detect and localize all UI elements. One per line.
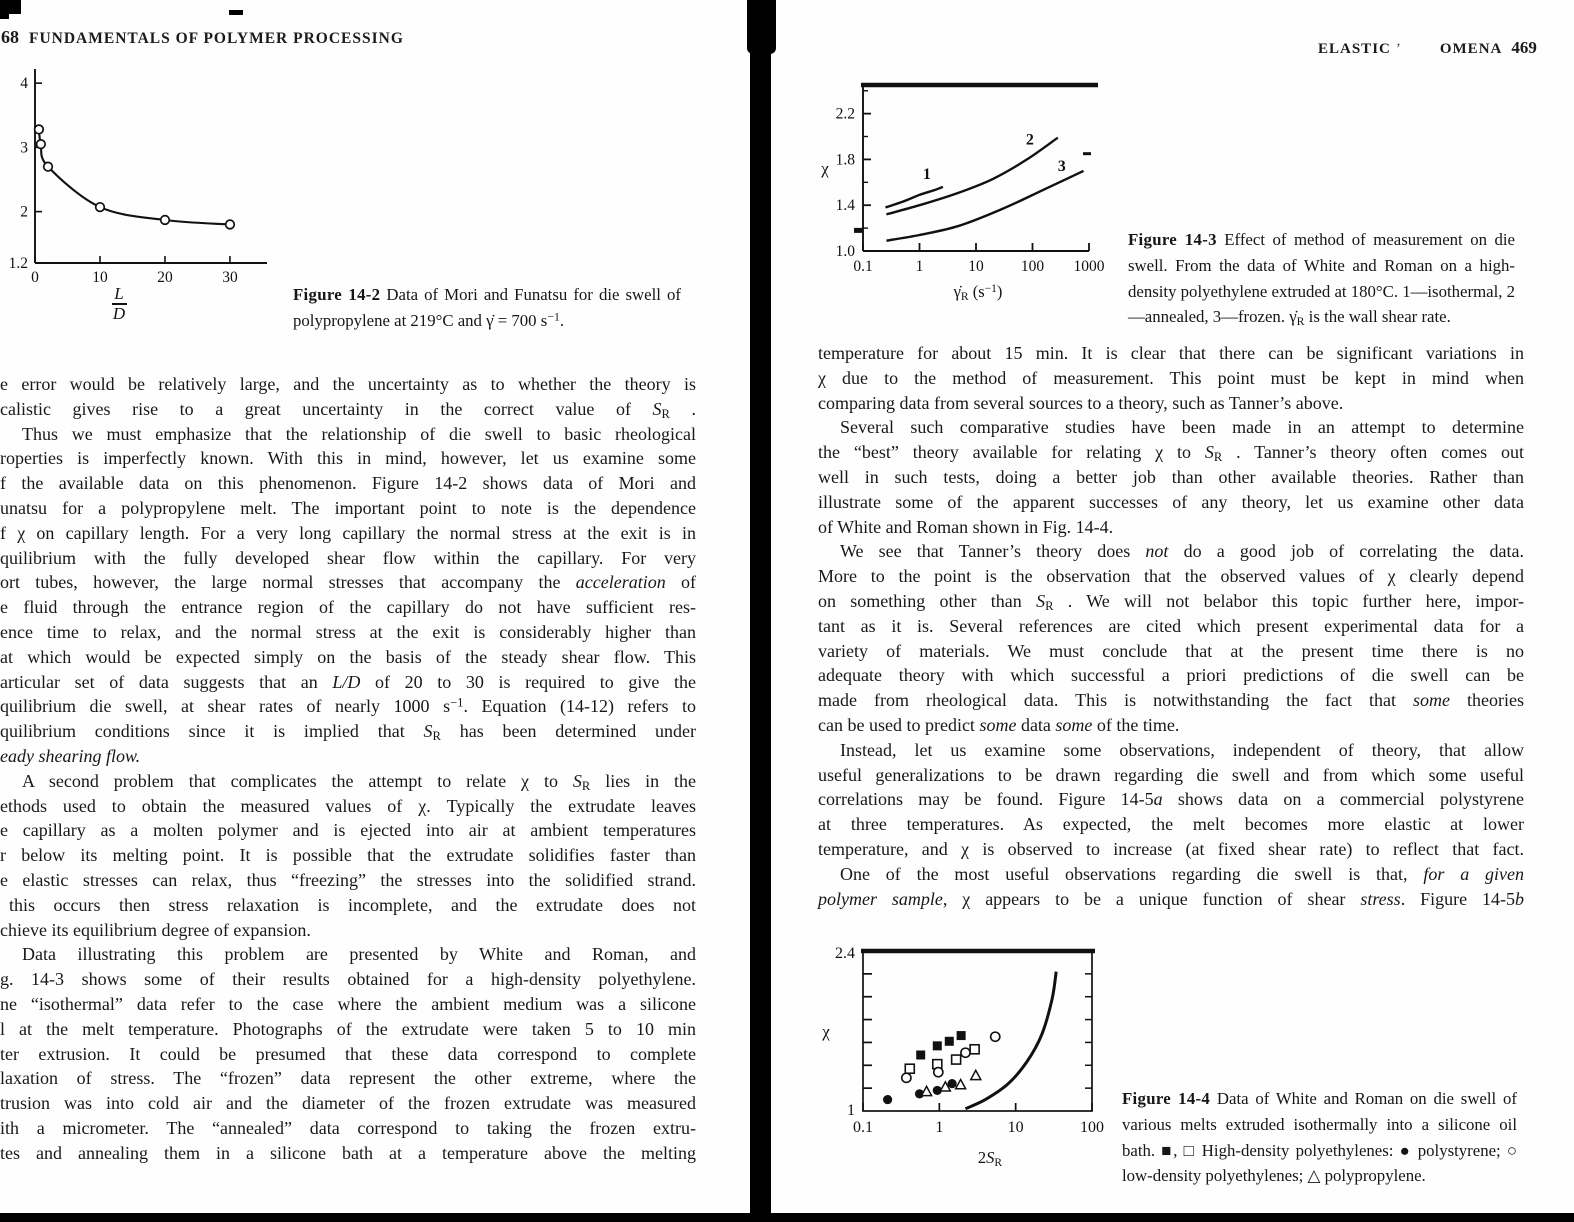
text-line: at three temperatures. As expected, the melt becomes more elastic at lower: [818, 814, 1524, 835]
svg-text:0: 0: [31, 269, 39, 286]
svg-text:1.8: 1.8: [835, 151, 855, 169]
scan-artifact-bottom-bar: [0, 1213, 1574, 1222]
svg-text:1: 1: [935, 1119, 944, 1136]
text-line: ith a micrometer. The “annealed” data correspond to taking the frozen extru-: [0, 1117, 696, 1138]
figure-14-4-xlabel: $2S_R$: [977, 1148, 1003, 1169]
text-line: of White and Roman shown in Fig. 14-4.: [818, 516, 1114, 537]
scan-artifact-gutter-bar: [750, 0, 771, 1222]
svg-text:1.0: 1.0: [835, 243, 855, 260]
text-line: can be used to predict some data some of the time.: [818, 714, 1180, 735]
svg-text:χ: χ: [821, 159, 829, 178]
fraction-denominator: D: [112, 304, 126, 323]
figure-14-3-caption: Figure 14-3 Effect of method of measurement on die swell. From the data of White and Roman on a high-density polyethylene extruded at 180°C. 1—isothermal, 2—annealed, 3—frozen. $\gammȧ_R$ is the wall shear rate.: [1128, 230, 1516, 329]
text-line: l at the melt temperature. Photographs of the extrudate were taken 5 to 10 min: [0, 1018, 696, 1039]
text-line: this occurs then stress relaxation is incomplete, and the extrudate does not: [9, 894, 696, 915]
text-line: polymer sample, χ appears to be a unique function of shear stress. Figure 14-5b: [818, 888, 1524, 909]
fraction-numerator: L: [114, 284, 124, 303]
text-line: e elastic stresses can relax, thus “freezing” the stresses into the solidified strand.: [0, 869, 696, 890]
svg-text:2.4: 2.4: [835, 945, 855, 962]
text-line: trusion was into cold air and the diameter of the frozen extrudate was measured: [0, 1093, 696, 1114]
text-line: comparing data from several sources to a theory, such as Tanner’s above.: [818, 392, 1344, 413]
text-line: on something other than $S_R$ . We will not belabor this topic further here, impor-: [818, 590, 1524, 614]
svg-text:10: 10: [92, 269, 108, 286]
text-line: well in such tests, doing a better job than other available theories. Rather than: [818, 466, 1524, 487]
text-line: useful generalizations to be drawn regarding die swell and from which some useful: [818, 764, 1524, 785]
text-line: χ due to the method of measurement. This point must be kept in mind when: [818, 367, 1524, 388]
figure-14-2-caption: Figure 14-2 Data of Mori and Funatsu for die swell of polypropylene at 219°C and γ̇ = 700 $s^{-1}$.: [293, 285, 681, 330]
text-line: f χ on capillary length. For a very long capillary the normal stress at the exit is in: [0, 522, 696, 543]
svg-text:10: 10: [968, 258, 984, 275]
left-running-title: FUNDAMENTALS OF POLYMER PROCESSING: [29, 30, 404, 47]
svg-text:3: 3: [1057, 157, 1066, 175]
text-line: quilibrium die swell, at shear rates of nearly 1000 $s^{-1}$. Equation (14-12) refers to: [0, 695, 696, 717]
svg-text:100: 100: [1020, 258, 1045, 275]
text-line: A second problem that complicates the attempt to relate χ to $S_R$ lies in the: [22, 770, 696, 793]
svg-text:0.1: 0.1: [853, 258, 873, 275]
text-line: tes and annealing them in a silicone bath at a temperature above the melting: [0, 1142, 696, 1163]
text-line: We see that Tanner’s theory does not do a good job of correlating the data.: [840, 541, 1524, 562]
right-running-head: [1318, 38, 1537, 58]
text-line: quilibrium conditions since it is implied that $S_R$ has been determined under: [0, 721, 697, 744]
text-line: eady shearing flow.: [0, 745, 141, 766]
left-column-text: [0, 372, 696, 1166]
svg-text:1: 1: [847, 1102, 855, 1119]
text-line: ort tubes, however, the large normal stresses that accompany the acceleration of: [0, 572, 696, 593]
text-line: ence time to relax, and the normal stress at the exit is considerably higher than: [0, 621, 696, 642]
right-column-text: [818, 341, 1524, 911]
text-line: adequate theory with which successful a priori predictions of die swell can be: [818, 665, 1524, 686]
text-line: g. 14-3 shows some of their results obtained for a high-density polyethylene.: [0, 969, 696, 990]
scan-artifact-apostrophe: ’: [1395, 41, 1402, 57]
text-line: quilibrium with the fully developed shear flow within the capillary. For very: [0, 547, 696, 568]
text-line: e error would be relatively large, and the uncertainty as to whether the theory is: [0, 374, 696, 394]
figure-14-2-xlabel: [100, 286, 138, 322]
text-line: temperature, and χ is observed to increase (at fixed shear rate) to reflect that fact.: [818, 838, 1524, 859]
text-line: f the available data on this phenomenon. Figure 14-2 shows data of Mori and: [0, 473, 696, 494]
svg-text:100: 100: [1080, 1119, 1104, 1136]
svg-text:1: 1: [922, 165, 931, 183]
right-running-title-part1: ELASTIC: [1318, 41, 1391, 57]
text-line: made from rheological data. This is notwithstanding the fact that some theories: [818, 690, 1524, 711]
text-line: articular set of data suggests that an L/D of 20 to 30 is required to give the: [0, 671, 696, 692]
figure-14-3-xlabel: $\gammȧ_R$ $(s^{-1})$: [953, 282, 1003, 303]
text-line: laxation of stress. The “frozen” data represent the other extreme, where the: [0, 1068, 696, 1089]
text-line: ethods used to obtain the measured values of χ. Typically the extrudate leaves: [0, 795, 696, 816]
left-page-number: 68: [1, 27, 19, 47]
scan-artifact-corner: [0, 0, 21, 14]
scan-artifact-dash: [229, 10, 243, 15]
svg-text:30: 30: [222, 269, 238, 286]
text-line: ter extrusion. It could be presumed that these data correspond to complete: [0, 1043, 696, 1064]
left-running-head: [1, 27, 404, 48]
text-line: chieve its equilibrium degree of expansion.: [0, 919, 311, 940]
text-line: ne “isothermal” data refer to the case where the ambient medium was a silicone: [0, 993, 696, 1014]
text-line: e fluid through the entrance region of the capillary do not have sufficient res-: [0, 597, 696, 618]
text-line: illustrate some of the apparent successes of any theory, let us examine other data: [818, 491, 1524, 512]
svg-text:2: 2: [1025, 131, 1034, 149]
figure-14-2-chart: [2, 58, 294, 298]
text-line: at which would be expected simply on the basis of the steady shear flow. This: [0, 646, 696, 667]
scan-artifact-corner-smudge: [0, 14, 9, 19]
text-line: e capillary as a molten polymer and is ejected into air at ambient temperatures: [0, 820, 696, 841]
text-line: tant as it is. Several references are cited which present experimental data for a: [818, 615, 1524, 636]
svg-text:4: 4: [20, 75, 28, 93]
text-line: r below its melting point. It is possible that the extrudate solidifies faster than: [0, 845, 696, 866]
svg-text:2.2: 2.2: [835, 105, 855, 123]
text-line: variety of materials. We must conclude that at the present time there is no: [818, 640, 1524, 661]
text-line: Data illustrating this problem are presented by White and Roman, and: [22, 944, 696, 965]
right-page-number: 469: [1511, 38, 1537, 57]
svg-text:1.4: 1.4: [835, 197, 855, 215]
figure-14-3-chart: [800, 48, 1130, 283]
text-line: One of the most useful observations regarding die swell is that, for a given: [840, 863, 1524, 884]
svg-text:1.2: 1.2: [8, 255, 28, 272]
svg-text:χ: χ: [822, 1022, 830, 1041]
text-line: the “best” theory available for relating χ to $S_R$ . Tanner’s theory often comes out: [818, 442, 1524, 465]
right-running-title-part2: OMENA: [1439, 41, 1503, 57]
text-line: unatsu for a polypropylene melt. The important point to note is the dependence: [0, 497, 696, 518]
svg-text:1000: 1000: [1073, 258, 1105, 275]
text-line: Instead, let us examine some observations, independent of theory, that allow: [840, 739, 1524, 760]
text-line: calistic gives rise to a great uncertainty in the correct value of $S_R$ .: [0, 398, 697, 421]
svg-text:2: 2: [20, 203, 28, 221]
text-line: Thus we must emphasize that the relationship of die swell to basic rheological: [22, 423, 696, 444]
figure-14-4-chart: [800, 923, 1130, 1148]
text-line: correlations may be found. Figure 14-5a shows data on a commercial polystyrene: [818, 789, 1524, 810]
svg-text:3: 3: [20, 139, 28, 157]
svg-text:20: 20: [157, 269, 173, 286]
text-line: More to the point is the observation that the observed values of χ clearly depend: [818, 566, 1524, 587]
text-line: roperties is imperfectly known. With this in mind, however, let us examine some: [0, 448, 696, 469]
svg-text:0.1: 0.1: [853, 1119, 873, 1136]
text-line: temperature for about 15 min. It is clear that there can be significant variations in: [818, 343, 1524, 363]
svg-text:1: 1: [915, 258, 924, 275]
text-line: Several such comparative studies have been made in an attempt to determine: [840, 417, 1524, 438]
svg-text:10: 10: [1007, 1119, 1024, 1136]
figure-14-4-caption: Figure 14-4 Data of White and Roman on die swell of various melts extruded isothermally into a silicone oil bath. ■, □ High-density polyethylenes: ● polystyrene; ○ low-density polyethylenes; △ polypropylene.: [1122, 1089, 1517, 1186]
